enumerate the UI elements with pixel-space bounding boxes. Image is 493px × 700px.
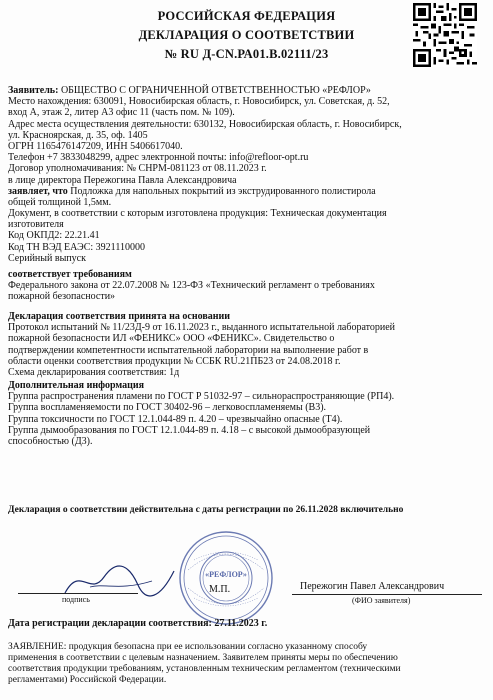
applicant-line: Место нахождения: 630091, Новосибирская область, г. Новосибирск, ул. Советская, д. 52, — [8, 96, 390, 108]
statement-section — [8, 642, 483, 686]
basis-line: пожарной безопасности ИЛ «ФЕНИКС» ООО «ФЕНИКС». Свидетельство о — [8, 333, 335, 345]
requirements-heading: соответствует требованиям — [8, 269, 132, 280]
applicant-line: Телефон +7 3833048299, адрес электронной почты: info@refloor-opt.ru — [8, 152, 309, 164]
applicant-name: ОБЩЕСТВО С ОГРАНИЧЕННОЙ ОТВЕТСТВЕННОСТЬЮ «РЕФЛОР» — [60, 85, 371, 96]
basis-section — [8, 311, 483, 378]
additional-info-heading: Дополнительная информация — [8, 380, 145, 391]
applicant-label: Заявитель: — [8, 85, 59, 96]
requirements-line: Федерального закона от 22.07.2008 № 123-ФЗ «Технический регламент о требованиях — [8, 280, 375, 292]
seal-brand-text: «РЕФЛОР» — [205, 570, 247, 579]
additional-info-section — [8, 380, 483, 447]
declaration-number: № RU Д-CN.РА01.В.02111/23 — [164, 47, 329, 61]
product-description: Подложка для напольных покрытий из экструдированного полистирола — [70, 185, 376, 197]
product-codes-section — [8, 208, 483, 264]
signature-caption: подпись — [62, 595, 90, 604]
statement-line: соответствия продукции требованиям, установленным техническим регламентом (техническими — [8, 664, 401, 674]
country-title: РОССИЙСКАЯ ФЕДЕРАЦИЯ — [157, 9, 336, 23]
qr-code-icon — [413, 3, 477, 67]
document-line: изготовителя — [8, 219, 64, 231]
requirements-line: пожарной безопасности» — [8, 291, 116, 303]
flammability-group: Группа воспламеняемости по ГОСТ 30402-96 – легковоспламеняемы (В3). — [8, 402, 327, 414]
product-description-cont: общей толщиной 1,5мм. — [8, 197, 112, 209]
requirements-section — [8, 269, 483, 303]
fio-caption: (ФИО заявителя) — [352, 596, 411, 605]
applicant-line: ОГРН 1165476147209, ИНН 5406617040. — [8, 141, 183, 153]
basis-line: Протокол испытаний № 11/23Д-9 от 16.11.2023 г., выданного испытательной лабораторией — [8, 322, 396, 334]
toxicity-group: Группа токсичности по ГОСТ 12.1.044-89 п. 4.20 – чрезвычайно опасные (Т4). — [8, 413, 343, 425]
document-line: Документ, в соответствии с которым изготовлена продукция: Техническая документация — [8, 208, 387, 219]
tnved-code: Код ТН ВЭД ЕАЭС: 3921110000 — [8, 241, 145, 253]
production-type: Серийный выпуск — [8, 252, 86, 264]
applicant-line: в лице директора Пережогина Павла Александровича — [8, 174, 237, 186]
applicant-section — [8, 85, 483, 208]
applicant-line: ул. Красноярская, д. 35, оф. 1405 — [8, 129, 148, 141]
applicant-line: вход А, этаж 2, литер А3 офис 11 (часть пом. № 109). — [8, 107, 235, 119]
okpd2-code: Код ОКПД2: 22.21.41 — [8, 230, 100, 242]
basis-line: подтверждении компетентности испытательной лаборатории на выполнение работ в — [8, 344, 369, 356]
smoke-group: Группа дымообразования по ГОСТ 12.1.044-89 п. 4.18 – с высокой дымообразующей — [8, 424, 371, 436]
applicant-line: Договор уполномачивания: № СНРМ-081123 от 08.11.2023 г. — [8, 163, 267, 175]
declares-label: заявляет, что — [8, 185, 68, 197]
statement-line: регламентами) Российской Федерации. — [8, 675, 167, 685]
name-line — [292, 594, 482, 595]
basis-heading: Декларация соответствия принята на основании — [8, 311, 231, 322]
basis-line: области оценки соответствия продукции № ССБК RU.21ПБ23 от 24.08.2018 г. — [8, 355, 341, 367]
statement-line: ЗАЯВЛЕНИЕ: продукция безопасна при ее использовании согласно указанному способу — [8, 642, 368, 652]
signature-line — [18, 593, 138, 594]
smoke-group-cont: способностью (Д3). — [8, 436, 93, 448]
seal-mp-label: М.П. — [209, 584, 231, 595]
company-seal-icon — [178, 530, 274, 626]
validity-statement: Декларация о соответствии действительна с даты регистрации по 26.11.2028 включительно — [8, 505, 404, 515]
document-title: ДЕКЛАРАЦИЯ О СООТВЕТСТВИИ — [138, 28, 355, 42]
flame-spread-group: Группа распространения пламени по ГОСТ Р 51032-97 – сильнораспространяющие (РП4). — [8, 391, 395, 403]
registration-date: Дата регистрации декларации соответствия: 27.11.2023 г. — [8, 618, 268, 629]
statement-line: применения в соответствии с целевым назначением. Заявителем приняты меры по обеспечению — [8, 653, 398, 663]
applicant-line: Адрес места осуществления деятельности: 630132, Новосибирская область, г. Новосибирск, — [8, 118, 402, 130]
declaration-scheme: Схема декларирования соответствия: 1д — [8, 367, 180, 379]
signatory-name: Пережогин Павел Александрович — [300, 581, 445, 592]
